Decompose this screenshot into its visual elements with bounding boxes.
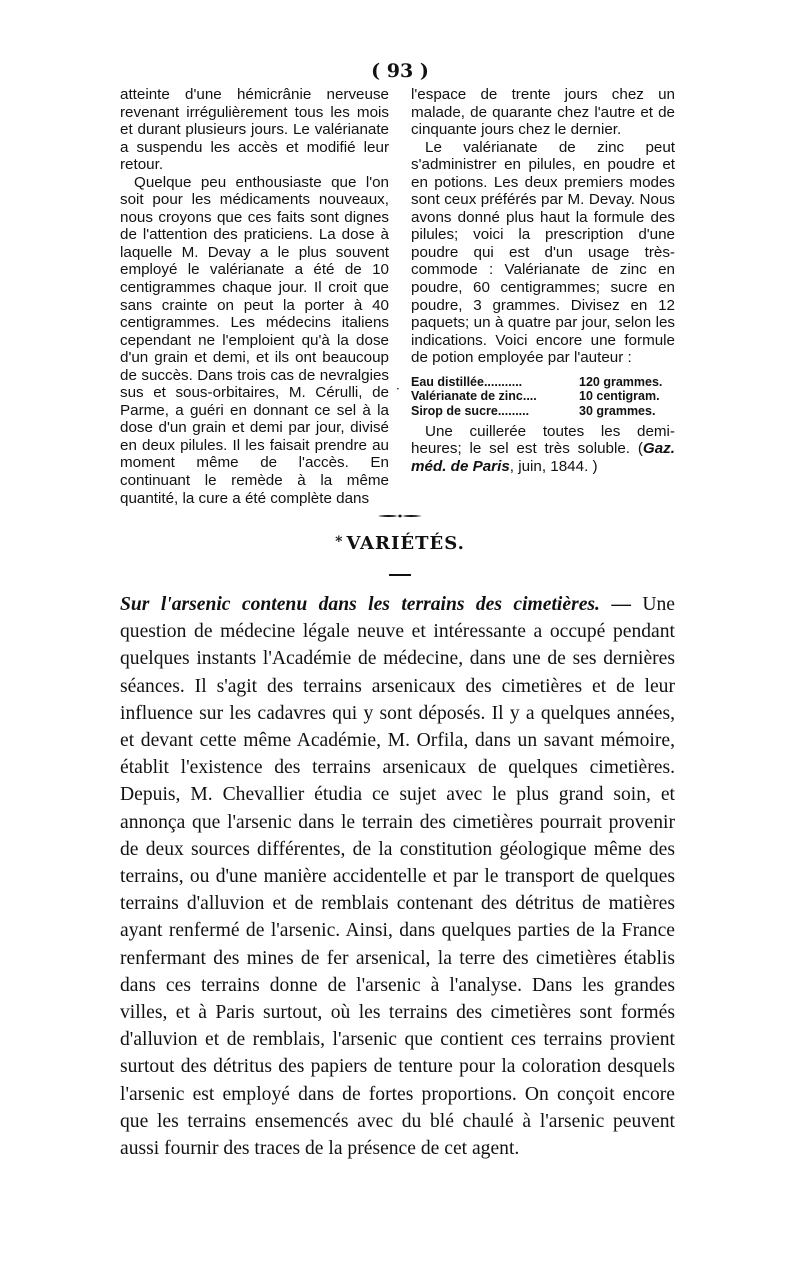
left-paragraph-1: atteinte d'une hémicrânie nerveuse revenant irrégulièrement tous les mois et durant plusieurs jours. Le valérianate a suspendu les accès et modifié leur retour. <box>120 86 389 174</box>
formula-ingredient: Valérianate de zinc.... <box>411 389 537 404</box>
formula-ingredient: Eau distillée........... <box>411 374 523 389</box>
left-column <box>120 86 389 507</box>
dosage-text: Une cuillerée toutes les demi-heures; le sel est très soluble. ( <box>411 422 675 458</box>
formula-quantity: 10 centigram. <box>579 389 660 404</box>
title-dash: — <box>611 594 631 615</box>
journal-date: , juin, 1844. <box>509 457 589 475</box>
left-paragraph-2: Quelque peu enthousiaste que l'on soit pour les médicaments nouveaux, nous croyons que ces faits sont dignes de l'attention des praticiens. La dose à laquelle M. Devay a le plus souvent employé le valérianate a été de 10 centigrammes chaque jour. Il croit que sans crainte on peut la porter à 40 centigrammes. Les médecins italiens cependant ne l'emploient qu'à la dose d'un grain et demi, et ils ont beaucoup de succès. Dans trois cas de nevralgies sus et sous-orbitaires, M. Cérulli, de Parme, a guéri en donnant ce sel à la dose d'un grain et demi par jour, divisé en deux pilules. Il les faisait prendre au moment même de l'accès. En continuant le remède à la même quantité, la cure a été complète dans <box>120 173 389 507</box>
formula-quantity: 120 grammes. <box>579 374 663 389</box>
closing-paren: ) <box>588 457 598 475</box>
formula-ingredient: Sirop de sucre......... <box>411 403 530 418</box>
short-rule-divider <box>389 574 411 576</box>
formula-row <box>411 404 675 419</box>
formula-row <box>411 375 675 390</box>
right-paragraph-3 <box>411 423 675 476</box>
section-marker: * <box>335 534 344 550</box>
article-title: Sur l'arsenic contenu dans les terrains des cimetières. <box>120 594 600 615</box>
right-paragraph-2: Le valérianate de zinc peut s'administrer en pilules, en poudre et en potions. Les deux premiers modes sont ceux préférés par M. Devay. Nous avons donné plus haut la formule des pilules; voici la prescription d'une poudre qui est d'un usage très-commode : Valérianate de zinc en poudre, 60 centigrammes; sucre en poudre, 3 grammes. Divisez en 12 paquets; un à quatre par jour, selon les indications. Voici encore une formule de potion employée par l'auteur : <box>411 138 675 367</box>
article-text: Une question de médecine légale neuve et intéressante a occupé pendant quelques instants l'Académie de médecine, dans une de ses dernières séances. Il s'agit des terrains arsenicaux des cimetières et de leur influence sur les cadavres qui y sont déposés. Il y a quelques années, et devant cette même Académie, M. Orfila, dans un savant mémoire, établit l'existence des terrains arsenicaux de quelques cimetières. Depuis, M. Chevallier étudia ce sujet avec le plus grand soin, et annonça que l'arsenic dans le terrain des cimetières pourrait provenir de deux sources différentes, de la constitution géologique même des terrains, ou d'une manière accidentelle et par le transport de quelques terrains d'alluvion et de remblais contenant des détritus de matières ayant renfermé de l'arsenic. Ainsi, dans quelques parties de la France renfermant des mines de fer arsenical, la terre des cimetières établis dans ces terrains donne de l'arsenic à l'analyse. Dans les grandes villes, et à Paris surtout, où les terrains des cimetières sont formés d'alluvion et de remblais, l'arsenic que contient ces terrains provient surtout des détritus des papiers de tenture pour la coloration desquels l'arsenic est employé dans de fortes proportions. On conçoit encore que les terrains ensemencés avec du blé chaulé à l'arsenic peuvent aussi fournir des traces de la présence de cet agent. <box>120 594 675 1160</box>
right-paragraph-1: l'espace de trente jours chez un malade, de quarante chez l'autre et de cinquante jours chez le dernier. <box>411 86 675 139</box>
article-paragraph <box>120 591 675 1162</box>
journal-source: Gaz. méd. de Paris <box>411 440 675 475</box>
right-column <box>411 86 675 475</box>
section-title-text: VARIÉTÉS. <box>346 533 465 554</box>
article-body <box>120 591 675 1162</box>
column-bullet-mark: · <box>396 382 400 396</box>
ornament-divider <box>376 513 424 519</box>
formula-quantity: 30 grammes. <box>579 403 656 418</box>
formula-row <box>411 389 675 404</box>
potion-formula <box>411 375 675 419</box>
page-number: ( 93 ) <box>371 60 429 82</box>
section-title <box>0 533 800 554</box>
